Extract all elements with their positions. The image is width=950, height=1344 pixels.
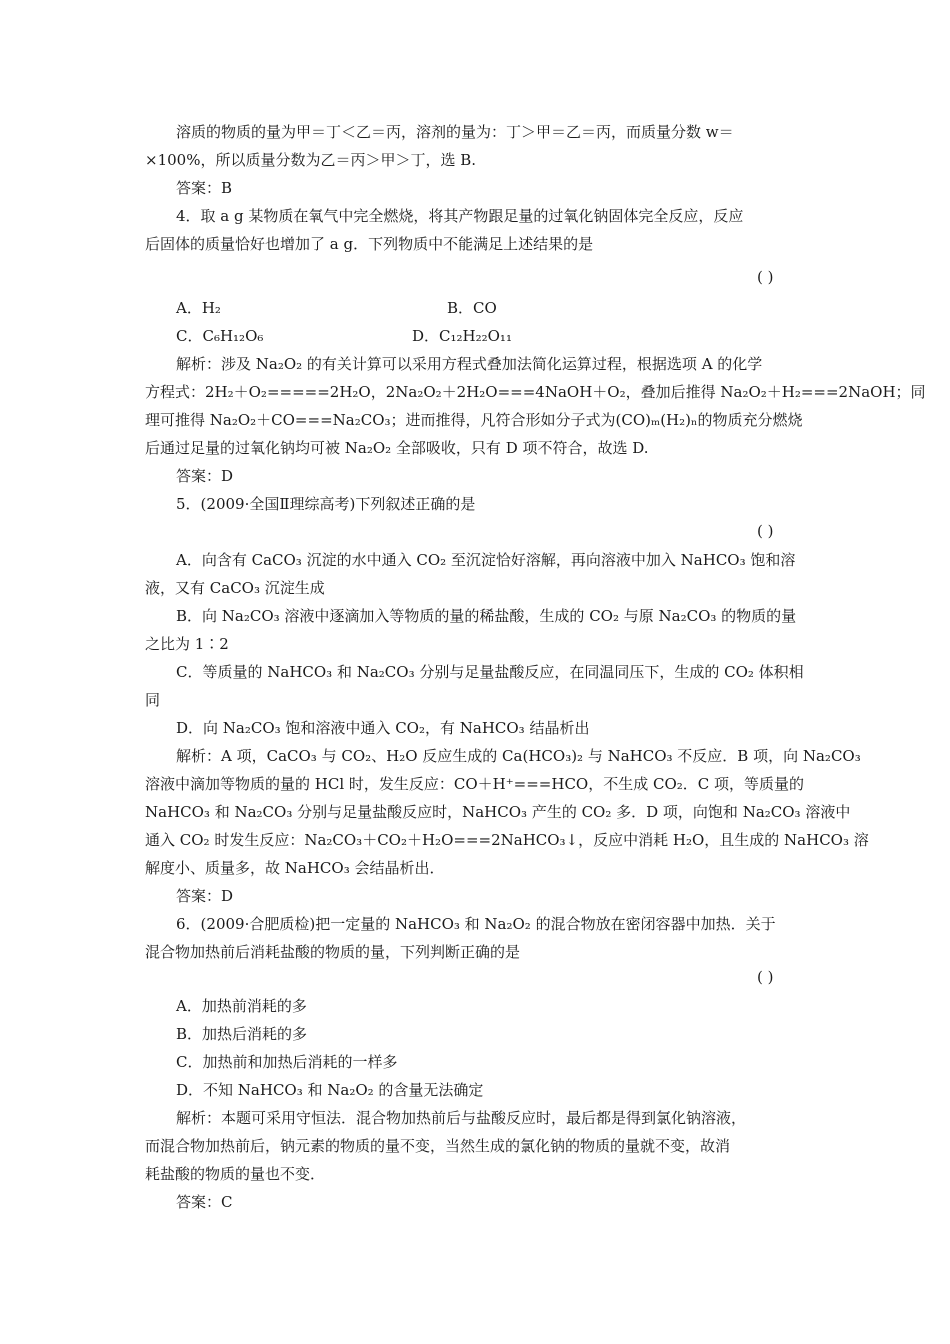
option-b: B．CO — [447, 299, 497, 317]
option-c: C．加热前和加热后消耗的一样多 — [176, 1053, 398, 1071]
option-b-cont: 之比为 1∶2 — [145, 635, 229, 653]
option-b: B．加热后消耗的多 — [176, 1025, 308, 1043]
option-a: A．向含有 CaCO₃ 沉淀的水中通入 CO₂ 至沉淀恰好溶解，再向溶液中加入 NaHCO₃ 饱和溶 — [176, 551, 796, 569]
explanation-line: 溶液中滴加等物质的量的 HCl 时，发生反应：CO＋H⁺===HCO，不生成 CO₂．C 项，等质量的 — [145, 775, 805, 793]
answer-bracket: ( ) — [757, 522, 774, 540]
explanation-line: 方程式：2H₂＋O₂=====2H₂O，2Na₂O₂＋2H₂O===4NaOH＋O₂，叠加后推得 Na₂O₂＋H₂===2NaOH；同 — [145, 383, 926, 401]
explanation-line: 耗盐酸的物质的量也不变． — [145, 1165, 326, 1183]
question-6-line: 混合物加热前后消耗盐酸的物质的量，下列判断正确的是 — [145, 943, 521, 961]
question-6-line: 6．(2009·合肥质检)把一定量的 NaHCO₃ 和 Na₂O₂ 的混合物放在密闭容器中加热．关于 — [176, 915, 776, 933]
option-d: D．C₁₂H₂₂O₁₁ — [412, 327, 512, 345]
explanation-line: 解析：本题可采用守恒法．混合物加热前后与盐酸反应时，最后都是得到氯化钠溶液， — [176, 1109, 747, 1127]
explanation-line: 后通过足量的过氧化钠均可被 Na₂O₂ 全部吸收，只有 D 项不符合，故选 D. — [145, 439, 649, 457]
option-d: D．不知 NaHCO₃ 和 Na₂O₂ 的含量无法确定 — [176, 1081, 484, 1099]
question-4-line: 4．取 a g 某物质在氧气中完全燃烧，将其产物跟足量的过氧化钠固体完全反应，反应 — [176, 207, 744, 225]
option-a-cont: 液，又有 CaCO₃ 沉淀生成 — [145, 579, 325, 597]
answer-line: 答案：B — [176, 179, 233, 197]
option-a: A．加热前消耗的多 — [176, 997, 307, 1015]
option-c-cont: 同 — [145, 691, 161, 709]
answer-bracket: ( ) — [757, 268, 774, 286]
option-d: D．向 Na₂CO₃ 饱和溶液中通入 CO₂，有 NaHCO₃ 结晶析出 — [176, 719, 590, 737]
explanation-line: 解析：A 项，CaCO₃ 与 CO₂、H₂O 反应生成的 Ca(HCO₃)₂ 与 NaHCO₃ 不反应．B 项，向 Na₂CO₃ — [176, 747, 861, 765]
question-4-line: 后固体的质量恰好也增加了 a g．下列物质中不能满足上述结果的是 — [145, 235, 594, 253]
explanation-line: NaHCO₃ 和 Na₂CO₃ 分别与足量盐酸反应时，NaHCO₃ 产生的 CO₂ 多．D 项，向饱和 Na₂CO₃ 溶液中 — [145, 803, 851, 821]
explanation-line: 理可推得 Na₂O₂＋CO===Na₂CO₃；进而推得，凡符合形如分子式为(CO)ₘ(H₂)ₙ的物质充分燃烧 — [145, 411, 803, 429]
text-line: 溶质的物质的量为甲＝丁＜乙＝丙，溶剂的量为：丁＞甲＝乙＝丙，而质量分数 w＝ — [176, 123, 734, 141]
explanation-line: 通入 CO₂ 时发生反应：Na₂CO₃＋CO₂＋H₂O===2NaHCO₃↓，反应中消耗 H₂O，且生成的 NaHCO₃ 溶 — [145, 831, 869, 849]
answer-line: 答案：D — [176, 467, 234, 485]
explanation-line: 解度小、质量多，故 NaHCO₃ 会结晶析出． — [145, 859, 445, 877]
answer-line: 答案：D — [176, 887, 234, 905]
option-b: B．向 Na₂CO₃ 溶液中逐滴加入等物质的量的稀盐酸，生成的 CO₂ 与原 Na₂CO₃ 的物质的量 — [176, 607, 797, 625]
text-line: ×100%，所以质量分数为乙＝丙＞甲＞丁，选 B. — [145, 151, 477, 169]
explanation-line: 解析：涉及 Na₂O₂ 的有关计算可以采用方程式叠加法简化运算过程，根据选项 A 的化学 — [176, 355, 763, 373]
explanation-line: 而混合物加热前后，钠元素的物质的量不变，当然生成的氯化钠的物质的量就不变，故消 — [145, 1137, 731, 1155]
option-c: C．等质量的 NaHCO₃ 和 Na₂CO₃ 分别与足量盐酸反应，在同温同压下，生成的 CO₂ 体积相 — [176, 663, 804, 681]
question-5-line: 5．(2009·全国Ⅱ理综高考)下列叙述正确的是 — [176, 495, 476, 513]
option-c: C．C₆H₁₂O₆ — [176, 327, 264, 345]
option-a: A．H₂ — [176, 299, 221, 317]
answer-bracket: ( ) — [757, 968, 774, 986]
answer-line: 答案：C — [176, 1193, 233, 1211]
